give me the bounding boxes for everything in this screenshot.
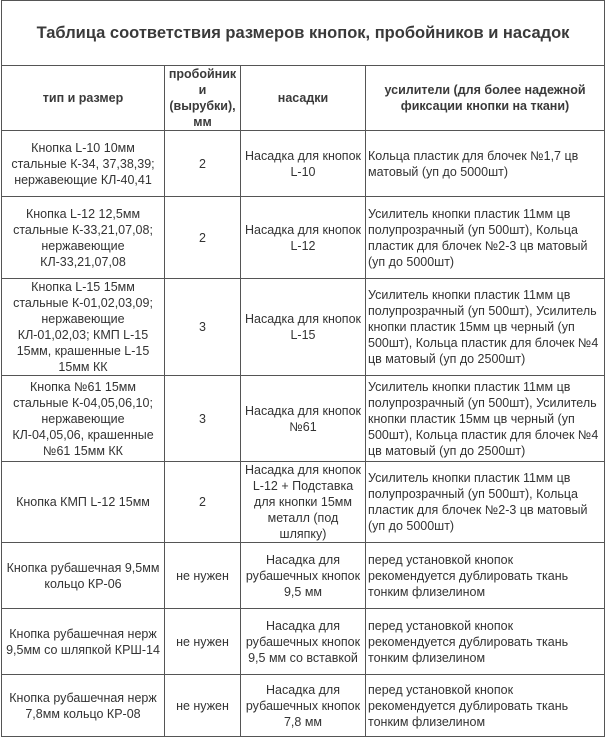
cell-reinforcer: Усилитель кнопки пластик 11мм цв полупрозрачный (уп 500шт), Кольца пластик для блочек №2-3 цв матовый (уп до 5000шт) bbox=[366, 462, 605, 543]
cell-type: Кнопка рубашечная 9,5мм кольцо КР-06 bbox=[2, 543, 165, 609]
cell-type: Кнопка L-15 15мм стальные К-01,02,03,09; нержавеющие КЛ-01,02,03; КМП L-15 15мм, крашенные L-15 15мм КК bbox=[2, 279, 165, 376]
table-row bbox=[2, 197, 605, 279]
cell-punch: не нужен bbox=[165, 675, 241, 737]
size-table-container bbox=[1, 0, 604, 737]
table-title: Таблица соответствия размеров кнопок, пробойников и насадок bbox=[2, 1, 605, 66]
size-correspondence-table bbox=[1, 0, 605, 737]
cell-nozzle: Насадка для рубашечных кнопок 9,5 мм со вставкой bbox=[241, 609, 366, 675]
table-row bbox=[2, 462, 605, 543]
header-reinforcer: усилители (для более надежной фиксации кнопки на ткани) bbox=[366, 66, 605, 131]
header-nozzle: насадки bbox=[241, 66, 366, 131]
cell-punch: 3 bbox=[165, 376, 241, 462]
cell-type: Кнопка рубашечная нерж 9,5мм со шляпкой КРШ-14 bbox=[2, 609, 165, 675]
cell-nozzle: Насадка для кнопок L-12 bbox=[241, 197, 366, 279]
cell-reinforcer: Усилитель кнопки пластик 11мм цв полупрозрачный (уп 500шт), Усилитель кнопки пластик 15мм цв черный (уп 500шт), Кольца пластик для блочек №4 цв матовый (уп до 2500шт) bbox=[366, 376, 605, 462]
header-row bbox=[2, 66, 605, 131]
cell-reinforcer: перед установкой кнопок рекомендуется дублировать ткань тонким флизелином bbox=[366, 609, 605, 675]
cell-type: Кнопка КМП L-12 15мм bbox=[2, 462, 165, 543]
cell-punch: 2 bbox=[165, 131, 241, 197]
table-row bbox=[2, 675, 605, 737]
cell-punch: 2 bbox=[165, 197, 241, 279]
table-row bbox=[2, 543, 605, 609]
cell-punch: 3 bbox=[165, 279, 241, 376]
cell-nozzle: Насадка для кнопок L-12 + Подставка для кнопки 15мм металл (под шляпку) bbox=[241, 462, 366, 543]
cell-type: Кнопка №61 15мм стальные К-04,05,06,10; нержавеющие КЛ-04,05,06, крашенные №61 15мм КК bbox=[2, 376, 165, 462]
cell-reinforcer: Кольца пластик для блочек №1,7 цв матовый (уп до 5000шт) bbox=[366, 131, 605, 197]
cell-punch: не нужен bbox=[165, 609, 241, 675]
cell-punch: 2 bbox=[165, 462, 241, 543]
cell-type: Кнопка рубашечная нерж 7,8мм кольцо КР-08 bbox=[2, 675, 165, 737]
cell-type: Кнопка L-10 10мм стальные К-34, 37,38,39; нержавеющие КЛ-40,41 bbox=[2, 131, 165, 197]
cell-reinforcer: перед установкой кнопок рекомендуется дублировать ткань тонким флизелином bbox=[366, 675, 605, 737]
cell-nozzle: Насадка для рубашечных кнопок 7,8 мм bbox=[241, 675, 366, 737]
cell-type: Кнопка L-12 12,5мм стальные К-33,21,07,08; нержавеющие КЛ-33,21,07,08 bbox=[2, 197, 165, 279]
cell-nozzle: Насадка для кнопок L-15 bbox=[241, 279, 366, 376]
cell-nozzle: Насадка для кнопок L-10 bbox=[241, 131, 366, 197]
cell-reinforcer: перед установкой кнопок рекомендуется дублировать ткань тонким флизелином bbox=[366, 543, 605, 609]
table-row bbox=[2, 131, 605, 197]
cell-nozzle: Насадка для рубашечных кнопок 9,5 мм bbox=[241, 543, 366, 609]
table-row bbox=[2, 279, 605, 376]
header-type-size: тип и размер bbox=[2, 66, 165, 131]
header-punch: пробойники (вырубки), мм bbox=[165, 66, 241, 131]
table-row bbox=[2, 609, 605, 675]
table-row bbox=[2, 376, 605, 462]
cell-punch: не нужен bbox=[165, 543, 241, 609]
cell-nozzle: Насадка для кнопок №61 bbox=[241, 376, 366, 462]
cell-reinforcer: Усилитель кнопки пластик 11мм цв полупрозрачный (уп 500шт), Усилитель кнопки пластик 15мм цв черный (уп 500шт), Кольца пластик для блочек №4 цв матовый (уп до 2500шт) bbox=[366, 279, 605, 376]
title-row bbox=[2, 1, 605, 66]
cell-reinforcer: Усилитель кнопки пластик 11мм цв полупрозрачный (уп 500шт), Кольца пластик для блочек №2-3 цв матовый (уп до 5000шт) bbox=[366, 197, 605, 279]
